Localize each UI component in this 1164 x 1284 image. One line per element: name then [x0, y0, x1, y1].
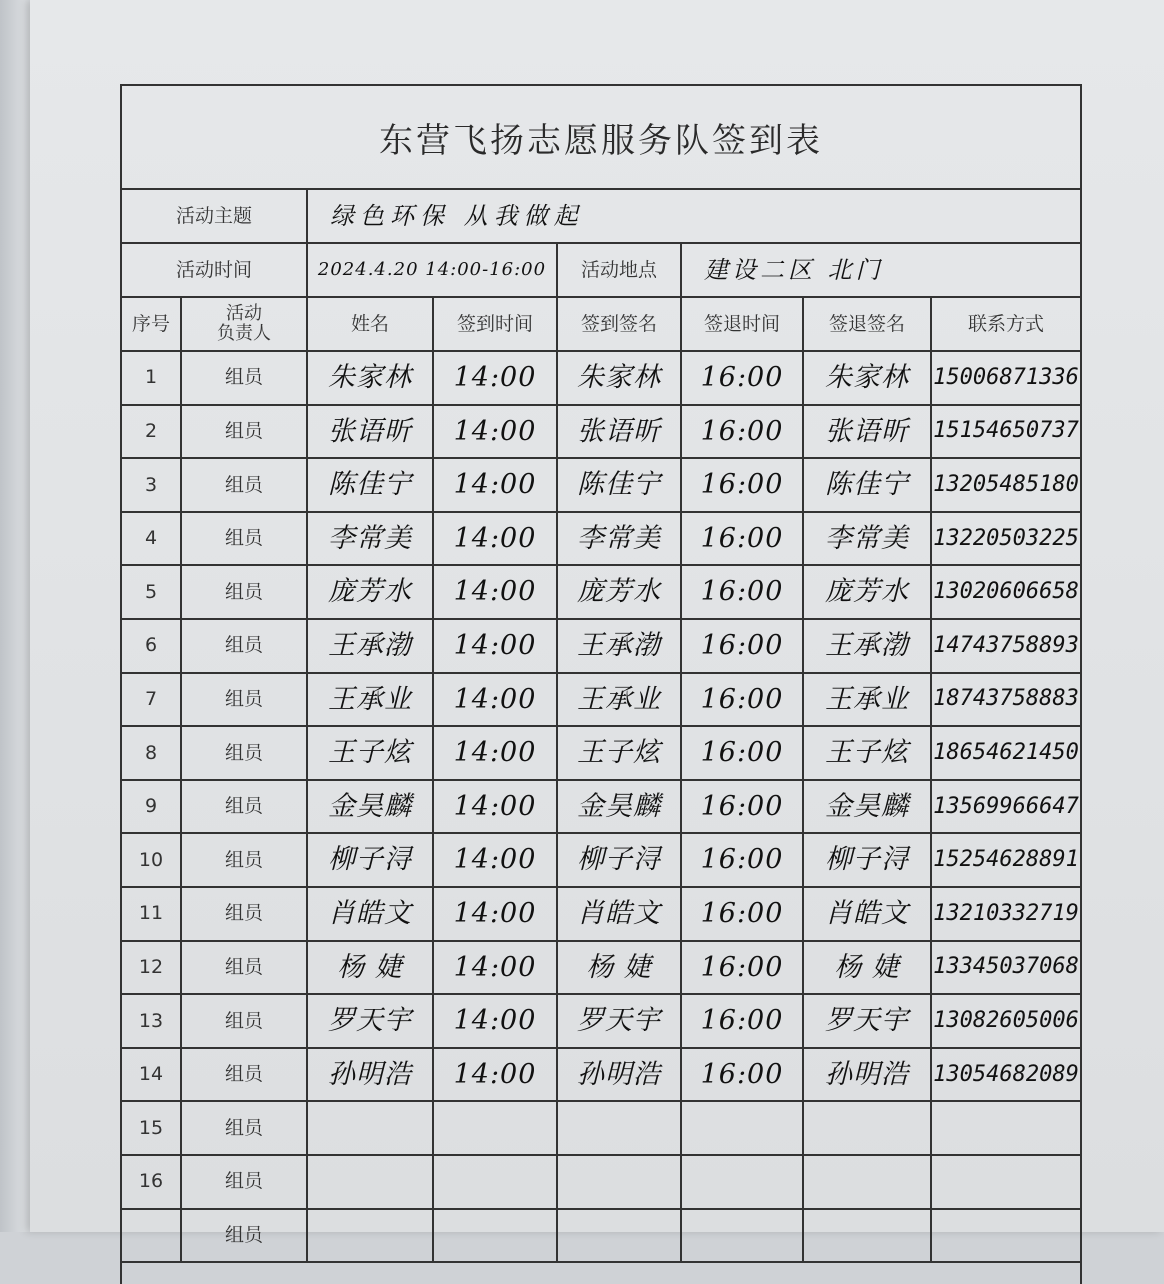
col-leader: 活动 负责人: [182, 298, 308, 350]
paper-sheet: [30, 0, 1164, 1246]
cell-phone: 13220503225: [933, 525, 1079, 551]
cell-in-sign: [558, 1102, 682, 1154]
col-in-time: 签到时间: [434, 298, 558, 350]
cell-in-time: 14:00: [434, 352, 558, 404]
cell-phone: [932, 1210, 1080, 1262]
cell-name: 王承渤: [308, 620, 434, 672]
table-row: [122, 674, 1080, 728]
cell-role: 组员: [182, 1102, 308, 1154]
cell-out-time: 16:00: [682, 459, 804, 511]
cell-in-sign: 肖皓文: [558, 888, 682, 940]
table-row: [122, 406, 1080, 460]
cell-out-time: 16:00: [682, 995, 804, 1047]
form-title: 东营飞扬志愿服务队签到表: [122, 86, 1080, 190]
cell-in-sign: 陈佳宁: [558, 459, 682, 511]
col-name: 姓名: [308, 298, 434, 350]
cell-role: 组员: [182, 781, 308, 833]
cell-seq: 4: [122, 513, 182, 565]
cell-in-time: 14:00: [434, 513, 558, 565]
cell-in-sign: 李常美: [558, 513, 682, 565]
cell-name: 陈佳宁: [308, 459, 434, 511]
cell-out-time: 16:00: [682, 942, 804, 994]
cell-name: [308, 1156, 434, 1208]
cell-in-time: 14:00: [434, 727, 558, 779]
cell-phone: 13345037068: [933, 954, 1079, 980]
cell-in-time: 14:00: [434, 942, 558, 994]
table-row: [122, 459, 1080, 513]
cell-phone: 13569966647: [933, 793, 1079, 819]
cell-in-time: 14:00: [434, 834, 558, 886]
cell-name: 王承业: [308, 674, 434, 726]
cell-in-sign: 朱家林: [558, 352, 682, 404]
cell-out-time: 16:00: [682, 566, 804, 618]
cell-in-sign: 金昊麟: [558, 781, 682, 833]
cell-out-sign: 王子炫: [804, 727, 932, 779]
cell-name: 金昊麟: [308, 781, 434, 833]
sign-in-form: [120, 84, 1082, 1284]
cell-out-sign: 孙明浩: [804, 1049, 932, 1101]
cell-role: 组员: [182, 513, 308, 565]
cell-in-time: 14:00: [434, 459, 558, 511]
cell-out-time: 16:00: [682, 1049, 804, 1101]
cell-name: 柳子浔: [308, 834, 434, 886]
cell-seq: 6: [122, 620, 182, 672]
cell-in-sign: 杨 婕: [558, 942, 682, 994]
cell-in-time: 14:00: [434, 566, 558, 618]
theme-label: 活动主题: [122, 190, 308, 242]
cell-in-sign: 王承渤: [558, 620, 682, 672]
cell-out-time: 16:00: [682, 674, 804, 726]
cell-phone: [932, 1102, 1080, 1154]
cell-phone: 18654621450: [933, 739, 1079, 765]
cell-name: [308, 1102, 434, 1154]
cell-phone: [932, 1156, 1080, 1208]
cell-in-time: 14:00: [434, 995, 558, 1047]
table-row: [122, 995, 1080, 1049]
cell-phone: 13082605006: [933, 1007, 1079, 1033]
cell-role: 组员: [182, 1210, 308, 1262]
cell-in-time: 14:00: [434, 781, 558, 833]
col-in-sign: 签到签名: [558, 298, 682, 350]
column-header-row: [122, 298, 1080, 352]
cell-in-time: [434, 1156, 558, 1208]
cell-seq: 9: [122, 781, 182, 833]
cell-role: 组员: [182, 888, 308, 940]
col-out-sign: 签退签名: [804, 298, 932, 350]
cell-out-sign: 张语昕: [804, 406, 932, 458]
cell-out-time: 16:00: [682, 513, 804, 565]
cell-role: 组员: [182, 566, 308, 618]
cell-out-sign: 朱家林: [804, 352, 932, 404]
time-place-row: [122, 244, 1080, 298]
cell-out-time: 16:00: [682, 406, 804, 458]
cell-seq: 15: [122, 1102, 182, 1154]
cell-seq: 16: [122, 1156, 182, 1208]
cell-in-sign: 柳子浔: [558, 834, 682, 886]
cell-phone: 15006871336: [933, 364, 1079, 390]
cell-name: 朱家林: [308, 352, 434, 404]
table-row: [122, 888, 1080, 942]
col-out-time: 签退时间: [682, 298, 804, 350]
cell-out-time: [682, 1102, 804, 1154]
cell-out-time: [682, 1156, 804, 1208]
cell-name: [308, 1210, 434, 1262]
cell-name: 王子炫: [308, 727, 434, 779]
cell-phone: 15154650737: [933, 418, 1079, 444]
table-row: [122, 620, 1080, 674]
cell-out-sign: 柳子浔: [804, 834, 932, 886]
cell-name: 肖皓文: [308, 888, 434, 940]
cell-seq: 2: [122, 406, 182, 458]
table-row: [122, 1156, 1080, 1210]
cell-out-sign: [804, 1210, 932, 1262]
cell-phone: 13210332719: [933, 900, 1079, 926]
cell-out-sign: [804, 1156, 932, 1208]
cell-name: 张语昕: [308, 406, 434, 458]
cell-phone: 13205485180: [933, 471, 1079, 497]
cell-out-sign: 庞芳水: [804, 566, 932, 618]
cell-out-time: 16:00: [682, 727, 804, 779]
cell-in-time: 14:00: [434, 888, 558, 940]
table-row: [122, 1210, 1080, 1264]
cell-in-sign: 孙明浩: [558, 1049, 682, 1101]
table-row: [122, 1049, 1080, 1103]
place-label: 活动地点: [558, 244, 682, 296]
cell-seq: 14: [122, 1049, 182, 1101]
table-row: [122, 1102, 1080, 1156]
cell-out-time: 16:00: [682, 834, 804, 886]
place-value: 建设二区 北门: [704, 255, 884, 284]
col-contact: 联系方式: [967, 312, 1044, 335]
cell-in-sign: 王承业: [558, 674, 682, 726]
cell-name: 孙明浩: [308, 1049, 434, 1101]
cell-in-time: 14:00: [434, 620, 558, 672]
cell-seq: 8: [122, 727, 182, 779]
table-row: [122, 352, 1080, 406]
col-seq: 序号: [122, 298, 182, 350]
cell-in-time: 14:00: [434, 1049, 558, 1101]
cell-name: 杨 婕: [308, 942, 434, 994]
cell-out-time: 16:00: [682, 781, 804, 833]
cell-name: 李常美: [308, 513, 434, 565]
cell-seq: 7: [122, 674, 182, 726]
cell-out-time: 16:00: [682, 888, 804, 940]
cell-in-sign: [558, 1210, 682, 1262]
cell-seq: 5: [122, 566, 182, 618]
cell-in-sign: [558, 1156, 682, 1208]
cell-name: 罗天宇: [308, 995, 434, 1047]
cell-phone: 13054682089: [933, 1061, 1079, 1087]
cell-phone: 15254628891: [933, 847, 1079, 873]
cell-role: 组员: [182, 620, 308, 672]
table-row: [122, 566, 1080, 620]
table-row: [122, 942, 1080, 996]
cell-in-time: 14:00: [434, 674, 558, 726]
cell-in-sign: 罗天宇: [558, 995, 682, 1047]
cell-name: 庞芳水: [308, 566, 434, 618]
cell-role: 组员: [182, 1049, 308, 1101]
cell-in-time: [434, 1102, 558, 1154]
cell-role: 组员: [182, 674, 308, 726]
cell-out-sign: 肖皓文: [804, 888, 932, 940]
cell-role: 组员: [182, 942, 308, 994]
cell-seq: 3: [122, 459, 182, 511]
cell-phone: 13020606658: [933, 579, 1079, 605]
cell-role: 组员: [182, 727, 308, 779]
cell-out-sign: 罗天宇: [804, 995, 932, 1047]
time-value: 2024.4.20 14:00-16:00: [308, 244, 558, 296]
cell-seq: 1: [122, 352, 182, 404]
cell-phone: 14743758893: [933, 632, 1079, 658]
cell-role: 组员: [182, 1156, 308, 1208]
cell-role: 组员: [182, 406, 308, 458]
cell-role: 组员: [182, 834, 308, 886]
cell-out-sign: [804, 1102, 932, 1154]
cell-role: 组员: [182, 352, 308, 404]
cell-out-time: 16:00: [682, 352, 804, 404]
cell-out-time: 16:00: [682, 620, 804, 672]
cell-seq: [122, 1210, 182, 1262]
table-row: [122, 513, 1080, 567]
cell-seq: 11: [122, 888, 182, 940]
table-row: [122, 727, 1080, 781]
cell-in-time: [434, 1210, 558, 1262]
theme-value: 绿色环保 从我做起: [330, 201, 584, 230]
cell-in-sign: 张语昕: [558, 406, 682, 458]
cell-out-sign: 金昊麟: [804, 781, 932, 833]
cell-in-sign: 庞芳水: [558, 566, 682, 618]
table-row: [122, 781, 1080, 835]
cell-out-sign: 李常美: [804, 513, 932, 565]
cell-seq: 12: [122, 942, 182, 994]
table-row: [122, 834, 1080, 888]
cell-out-time: [682, 1210, 804, 1262]
cell-in-time: 14:00: [434, 406, 558, 458]
cell-phone: 18743758883: [933, 686, 1079, 712]
cell-seq: 13: [122, 995, 182, 1047]
time-label: 活动时间: [122, 244, 308, 296]
cell-out-sign: 陈佳宁: [804, 459, 932, 511]
cell-in-sign: 王子炫: [558, 727, 682, 779]
cell-out-sign: 王承渤: [804, 620, 932, 672]
cell-role: 组员: [182, 459, 308, 511]
cell-out-sign: 王承业: [804, 674, 932, 726]
cell-role: 组员: [182, 995, 308, 1047]
theme-row: [122, 190, 1080, 244]
cell-out-sign: 杨 婕: [804, 942, 932, 994]
cell-seq: 10: [122, 834, 182, 886]
